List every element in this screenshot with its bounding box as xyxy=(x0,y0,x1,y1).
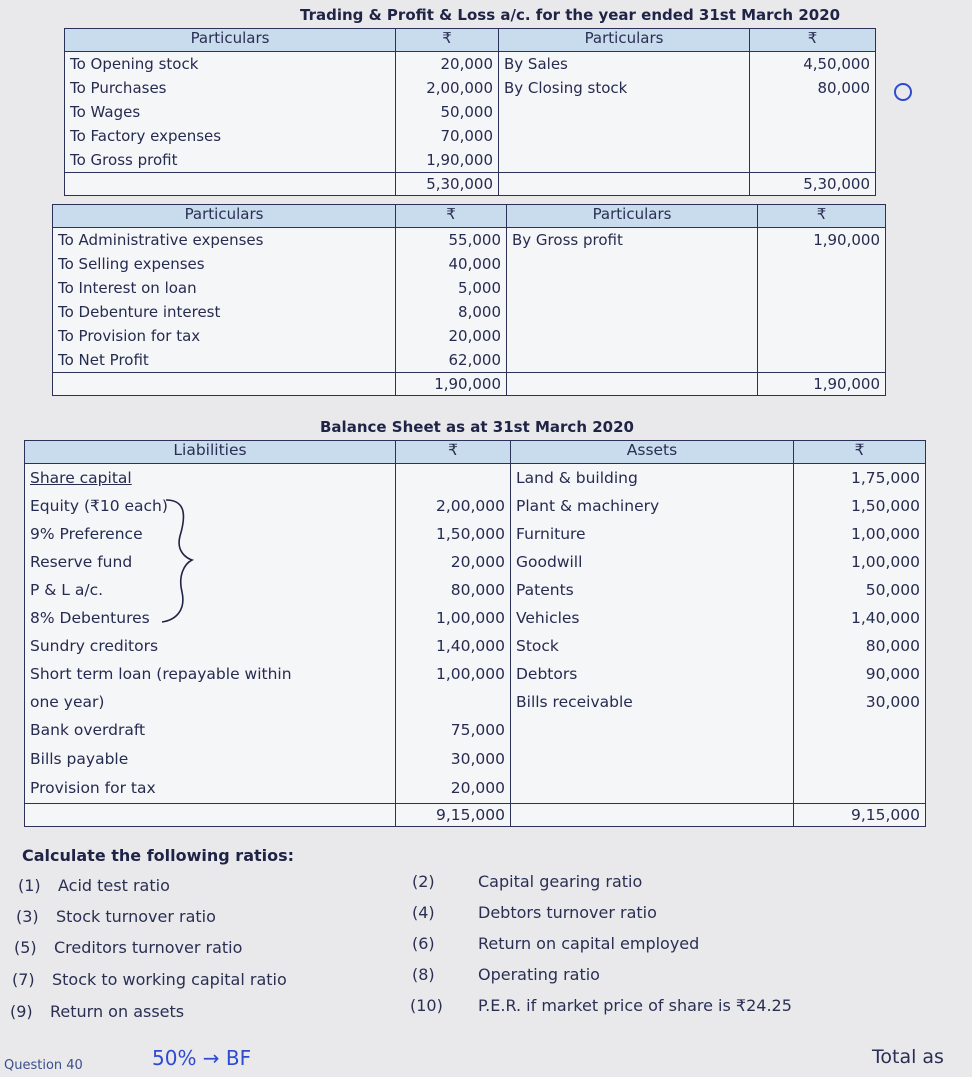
question-item xyxy=(12,970,287,989)
trading-debit-amount: 20,000 xyxy=(440,55,493,73)
bs-assets-rupee-header: ₹ xyxy=(794,441,926,464)
question-text: Acid test ratio xyxy=(58,876,170,895)
trading-credit-label: By Sales xyxy=(504,55,568,73)
question-item xyxy=(412,934,699,953)
question-number: (5) xyxy=(14,938,37,957)
pl-debit-label: To Provision for tax xyxy=(58,327,201,345)
bs-liability-amount: 20,000 xyxy=(450,779,505,797)
question-number: (9) xyxy=(10,1002,33,1021)
bs-asset-amounts xyxy=(794,464,926,804)
pl-credit-labels xyxy=(507,228,758,373)
pl-total-left: 1,90,000 xyxy=(396,373,507,396)
questions-heading: Calculate the following ratios: xyxy=(22,846,295,865)
trading-total-left: 5,30,000 xyxy=(396,173,499,196)
pl-debit-label: To Net Profit xyxy=(58,351,149,369)
question-item xyxy=(14,938,242,957)
bs-liab-rupee-header: ₹ xyxy=(396,441,511,464)
trading-left-header: Particulars xyxy=(65,29,396,52)
question-number: (8) xyxy=(412,965,435,984)
question-label: Question 40 xyxy=(4,1058,83,1073)
bs-liability-amount: 1,40,000 xyxy=(435,637,505,655)
bs-liability-amount: 80,000 xyxy=(450,581,505,599)
bs-liability-label: Bank overdraft xyxy=(30,721,146,739)
trading-credit-amount: 4,50,000 xyxy=(803,55,870,73)
bs-asset-amount: 30,000 xyxy=(865,693,920,711)
question-number: (3) xyxy=(16,907,39,926)
bs-liability-labels xyxy=(25,464,396,804)
trading-debit-amount: 50,000 xyxy=(440,103,493,121)
pl-debit-amount: 5,000 xyxy=(458,279,501,297)
question-text: Debtors turnover ratio xyxy=(478,903,657,922)
bs-asset-amount: 1,50,000 xyxy=(850,497,920,515)
bs-asset-amount: 1,40,000 xyxy=(850,609,920,627)
bs-liability-amount: 75,000 xyxy=(450,721,505,739)
trading-debit-amount: 70,000 xyxy=(440,127,493,145)
bs-asset-label: Bills receivable xyxy=(516,693,633,711)
bs-asset-labels xyxy=(511,464,794,804)
bs-asset-amount: 90,000 xyxy=(865,665,920,683)
trading-account-table xyxy=(64,28,876,196)
bs-liability-label: Sundry creditors xyxy=(30,637,159,655)
pl-debit-amounts xyxy=(396,228,507,373)
bs-liability-amount: 2,00,000 xyxy=(435,497,505,515)
question-item xyxy=(412,965,600,984)
question-text: P.E.R. if market price of share is ₹24.25 xyxy=(478,996,792,1015)
trading-debit-amount: 2,00,000 xyxy=(426,79,493,97)
bs-asset-label: Goodwill xyxy=(516,553,583,571)
trading-total-right: 5,30,000 xyxy=(750,173,876,196)
trading-right-header: Particulars xyxy=(499,29,750,52)
bs-total-blank xyxy=(25,804,396,827)
pl-debit-amount: 8,000 xyxy=(458,303,501,321)
question-text: Operating ratio xyxy=(478,965,600,984)
bs-liability-label: 9% Preference xyxy=(30,525,143,543)
trading-debit-label: To Gross profit xyxy=(70,151,178,169)
bs-total-blank-right xyxy=(511,804,794,827)
trading-total-blank-right xyxy=(499,173,750,196)
trading-credit-label: By Closing stock xyxy=(504,79,628,97)
question-number: (4) xyxy=(412,903,435,922)
question-text: Stock to working capital ratio xyxy=(52,970,287,989)
bs-liability-amounts xyxy=(396,464,511,804)
trading-credit-labels xyxy=(499,52,750,173)
pl-debit-labels xyxy=(53,228,396,373)
bs-liability-label: Short term loan (repayable within xyxy=(30,665,292,683)
bs-asset-label: Stock xyxy=(516,637,559,655)
question-number: (6) xyxy=(412,934,435,953)
bs-assets-header: Assets xyxy=(511,441,794,464)
question-number: (1) xyxy=(18,876,41,895)
bs-liability-amount: 30,000 xyxy=(450,750,505,768)
balance-sheet-title: Balance Sheet as at 31st March 2020 xyxy=(320,418,634,436)
handwritten-note-right: Total as xyxy=(872,1046,944,1068)
bs-total-liabilities: 9,15,000 xyxy=(396,804,511,827)
bs-liability-amount xyxy=(401,688,505,716)
handwritten-brace-mark xyxy=(156,496,196,626)
bs-asset-amount: 80,000 xyxy=(865,637,920,655)
pl-debit-label: To Interest on loan xyxy=(58,279,197,297)
question-number: (10) xyxy=(410,996,443,1015)
bs-liability-label: P & L a/c. xyxy=(30,581,104,599)
pl-debit-amount: 20,000 xyxy=(448,327,501,345)
question-item xyxy=(16,907,216,926)
trading-debit-amounts xyxy=(396,52,499,173)
bs-liability-label: Share capital xyxy=(30,469,132,487)
question-number: (7) xyxy=(12,970,35,989)
bs-liability-label: Equity (₹10 each) xyxy=(30,497,168,515)
pl-debit-label: To Debenture interest xyxy=(58,303,221,321)
question-item xyxy=(412,872,642,891)
trading-credit-amounts xyxy=(750,52,876,173)
bs-liability-amount: 1,00,000 xyxy=(435,665,505,683)
bs-asset-amount: 1,00,000 xyxy=(850,553,920,571)
bs-liability-amount: 1,00,000 xyxy=(435,609,505,627)
question-item xyxy=(410,996,792,1015)
bs-asset-label: Land & building xyxy=(516,469,638,487)
question-item xyxy=(18,876,170,895)
pl-debit-label: To Administrative expenses xyxy=(58,231,264,249)
bs-asset-label: Vehicles xyxy=(516,609,580,627)
pl-right-rupee-header: ₹ xyxy=(758,205,886,228)
question-item xyxy=(412,903,657,922)
trading-total-blank xyxy=(65,173,396,196)
handwritten-note: 50% → BF xyxy=(152,1046,252,1070)
trading-debit-label: To Purchases xyxy=(70,79,167,97)
pl-total-blank-right xyxy=(507,373,758,396)
bs-asset-label: Patents xyxy=(516,581,574,599)
pl-credit-label: By Gross profit xyxy=(512,231,623,249)
pl-right-header: Particulars xyxy=(507,205,758,228)
pl-credit-amount: 1,90,000 xyxy=(813,231,880,249)
bs-liability-amount xyxy=(401,464,505,492)
trading-right-rupee-header: ₹ xyxy=(750,29,876,52)
bs-asset-amount: 1,75,000 xyxy=(850,469,920,487)
bs-asset-label: Debtors xyxy=(516,665,578,683)
profit-loss-table xyxy=(52,204,886,396)
bs-asset-amount: 50,000 xyxy=(865,581,920,599)
bs-liability-label: Bills payable xyxy=(30,750,129,768)
bs-total-assets: 9,15,000 xyxy=(794,804,926,827)
question-text: Capital gearing ratio xyxy=(478,872,643,891)
bs-asset-label: Plant & machinery xyxy=(516,497,660,515)
bs-liabilities-header: Liabilities xyxy=(25,441,396,464)
trading-credit-amount: 80,000 xyxy=(817,79,870,97)
pl-debit-amount: 62,000 xyxy=(448,351,501,369)
bs-asset-label: Furniture xyxy=(516,525,586,543)
bs-liability-label: 8% Debentures xyxy=(30,609,150,627)
pl-left-header: Particulars xyxy=(53,205,396,228)
pl-debit-label: To Selling expenses xyxy=(58,255,205,273)
trading-debit-label: To Factory expenses xyxy=(70,127,222,145)
handwritten-circle-mark xyxy=(888,80,918,104)
bs-liability-label: Reserve fund xyxy=(30,553,133,571)
pl-debit-amount: 40,000 xyxy=(448,255,501,273)
bs-liability-label: one year) xyxy=(30,693,105,711)
trading-debit-labels xyxy=(65,52,396,173)
pl-left-rupee-header: ₹ xyxy=(396,205,507,228)
bs-liability-amount: 1,50,000 xyxy=(435,525,505,543)
trading-debit-amount: 1,90,000 xyxy=(426,151,493,169)
trading-account-title: Trading & Profit & Loss a/c. for the year ended 31st March 2020 xyxy=(300,6,841,24)
question-item xyxy=(10,1002,184,1021)
question-text: Return on capital employed xyxy=(478,934,700,953)
pl-credit-amounts xyxy=(758,228,886,373)
question-number: (2) xyxy=(412,872,435,891)
bs-asset-amount: 1,00,000 xyxy=(850,525,920,543)
question-text: Return on assets xyxy=(50,1002,185,1021)
question-text: Creditors turnover ratio xyxy=(54,938,243,957)
pl-total-right: 1,90,000 xyxy=(758,373,886,396)
trading-debit-label: To Opening stock xyxy=(70,55,199,73)
bs-liability-amount: 20,000 xyxy=(450,553,505,571)
pl-total-blank xyxy=(53,373,396,396)
pl-debit-amount: 55,000 xyxy=(448,231,501,249)
question-text: Stock turnover ratio xyxy=(56,907,216,926)
trading-left-rupee-header: ₹ xyxy=(396,29,499,52)
bs-liability-label: Provision for tax xyxy=(30,779,156,797)
trading-debit-label: To Wages xyxy=(70,103,141,121)
